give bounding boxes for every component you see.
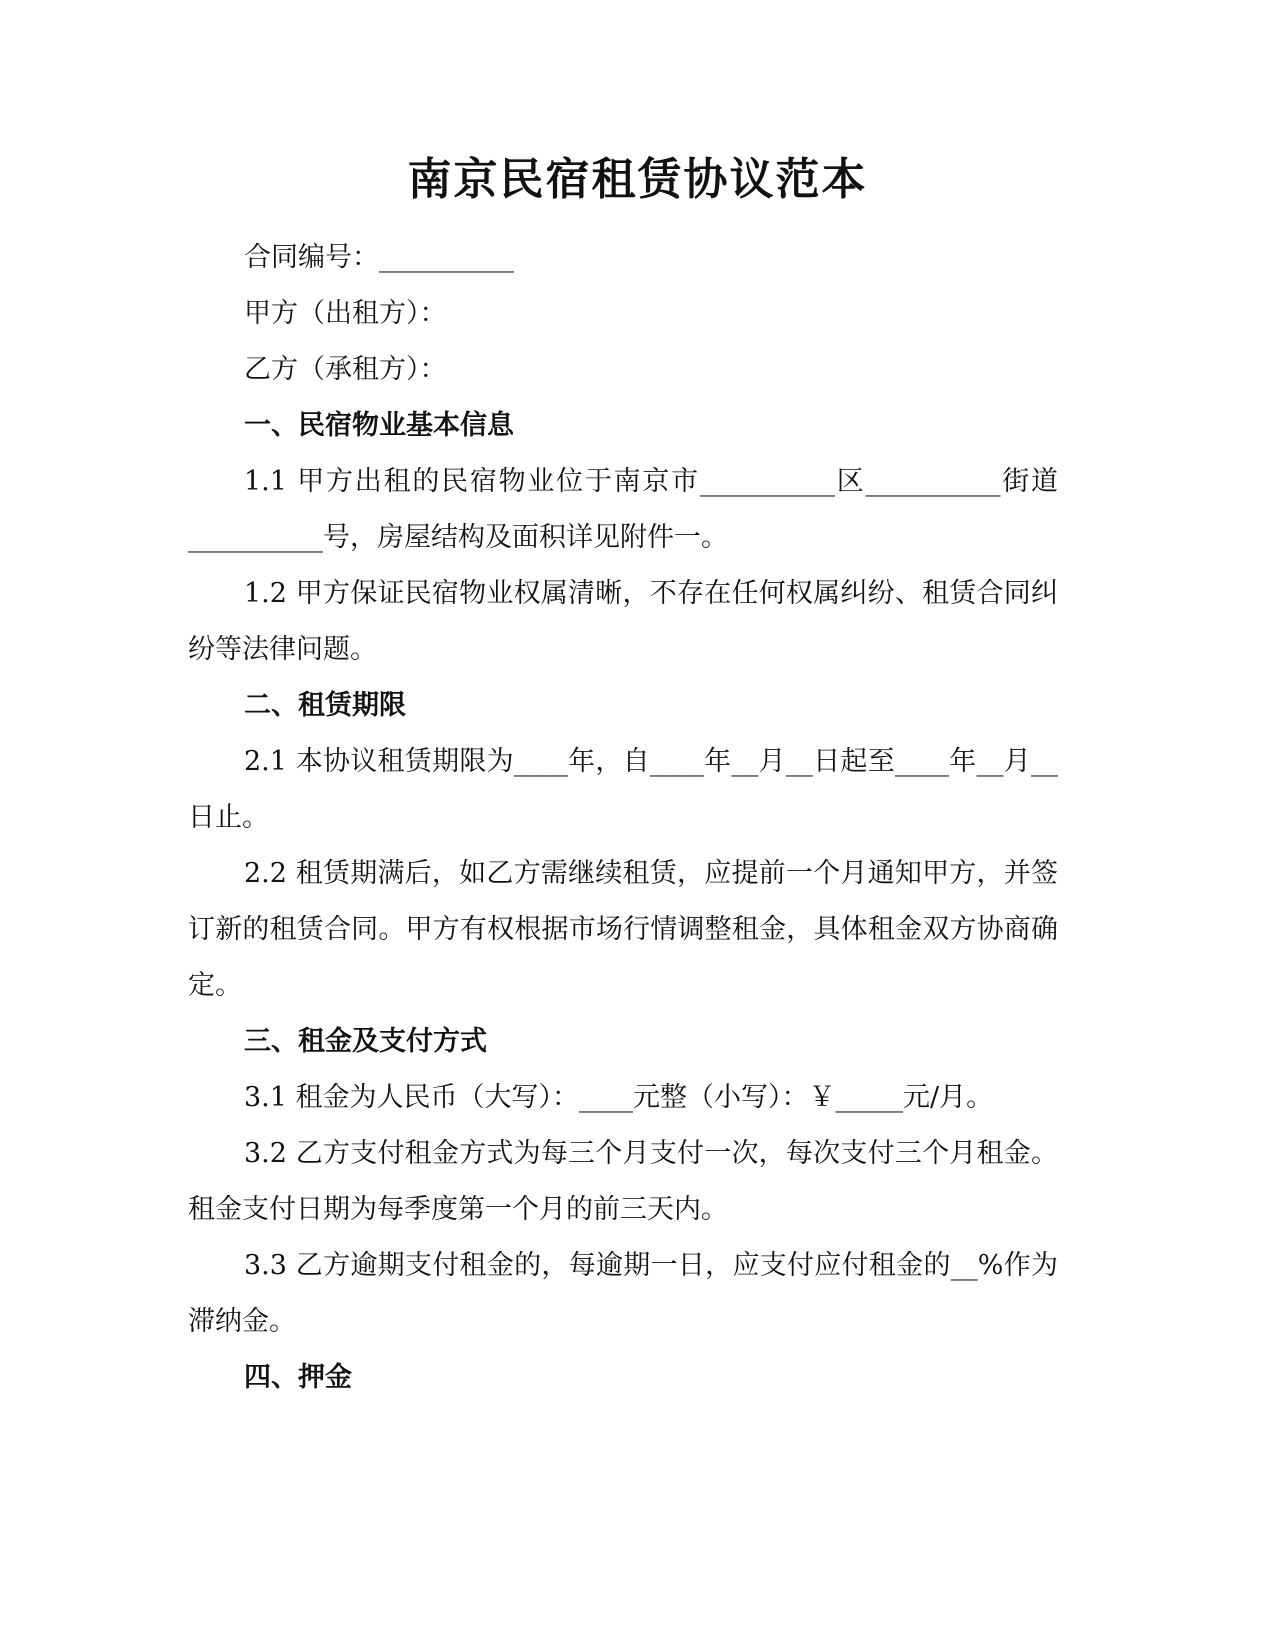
clause-3-1: 3.1 租金为人民币（大写）：____元整（小写）：￥_____元/月。 [244, 1082, 994, 1113]
party-b-line: 乙方（承租方）： [244, 354, 447, 385]
clause-2-1: 2.1 本协议租赁期限为____年，自____年__月__日起至____年__月__日止。 [188, 746, 1058, 833]
clause-2-2: 2.2 租赁期满后，如乙方需继续租赁，应提前一个月通知甲方，并签订新的租赁合同。甲方有权根据市场行情调整租金，具体租金双方协商确定。 [188, 858, 1058, 1001]
document-body [188, 230, 1058, 1406]
clause-3-2: 3.2 乙方支付租金方式为每三个月支付一次，每次支付三个月租金。租金支付日期为每季度第一个月的前三天内。 [188, 1138, 1058, 1225]
party-a-line: 甲方（出租方）： [244, 298, 447, 329]
section-1-heading: 一、民宿物业基本信息 [244, 410, 514, 441]
clause-1-2: 1.2 甲方保证民宿物业权属清晰，不存在任何权属纠纷、租赁合同纠纷等法律问题。 [188, 578, 1058, 665]
contract-number-line: 合同编号：__________ [244, 242, 514, 273]
section-3-heading: 三、租金及支付方式 [244, 1026, 487, 1057]
clause-1-1: 1.1 甲方出租的民宿物业位于南京市__________区__________街道__________号，房屋结构及面积详见附件一。 [188, 466, 1058, 553]
document-title: 南京民宿租赁协议范本 [407, 154, 868, 205]
clause-3-3: 3.3 乙方逾期支付租金的，每逾期一日，应支付应付租金的__%作为滞纳金。 [188, 1250, 1058, 1337]
section-2-heading: 二、租赁期限 [244, 690, 406, 721]
section-4-heading: 四、押金 [244, 1362, 352, 1393]
